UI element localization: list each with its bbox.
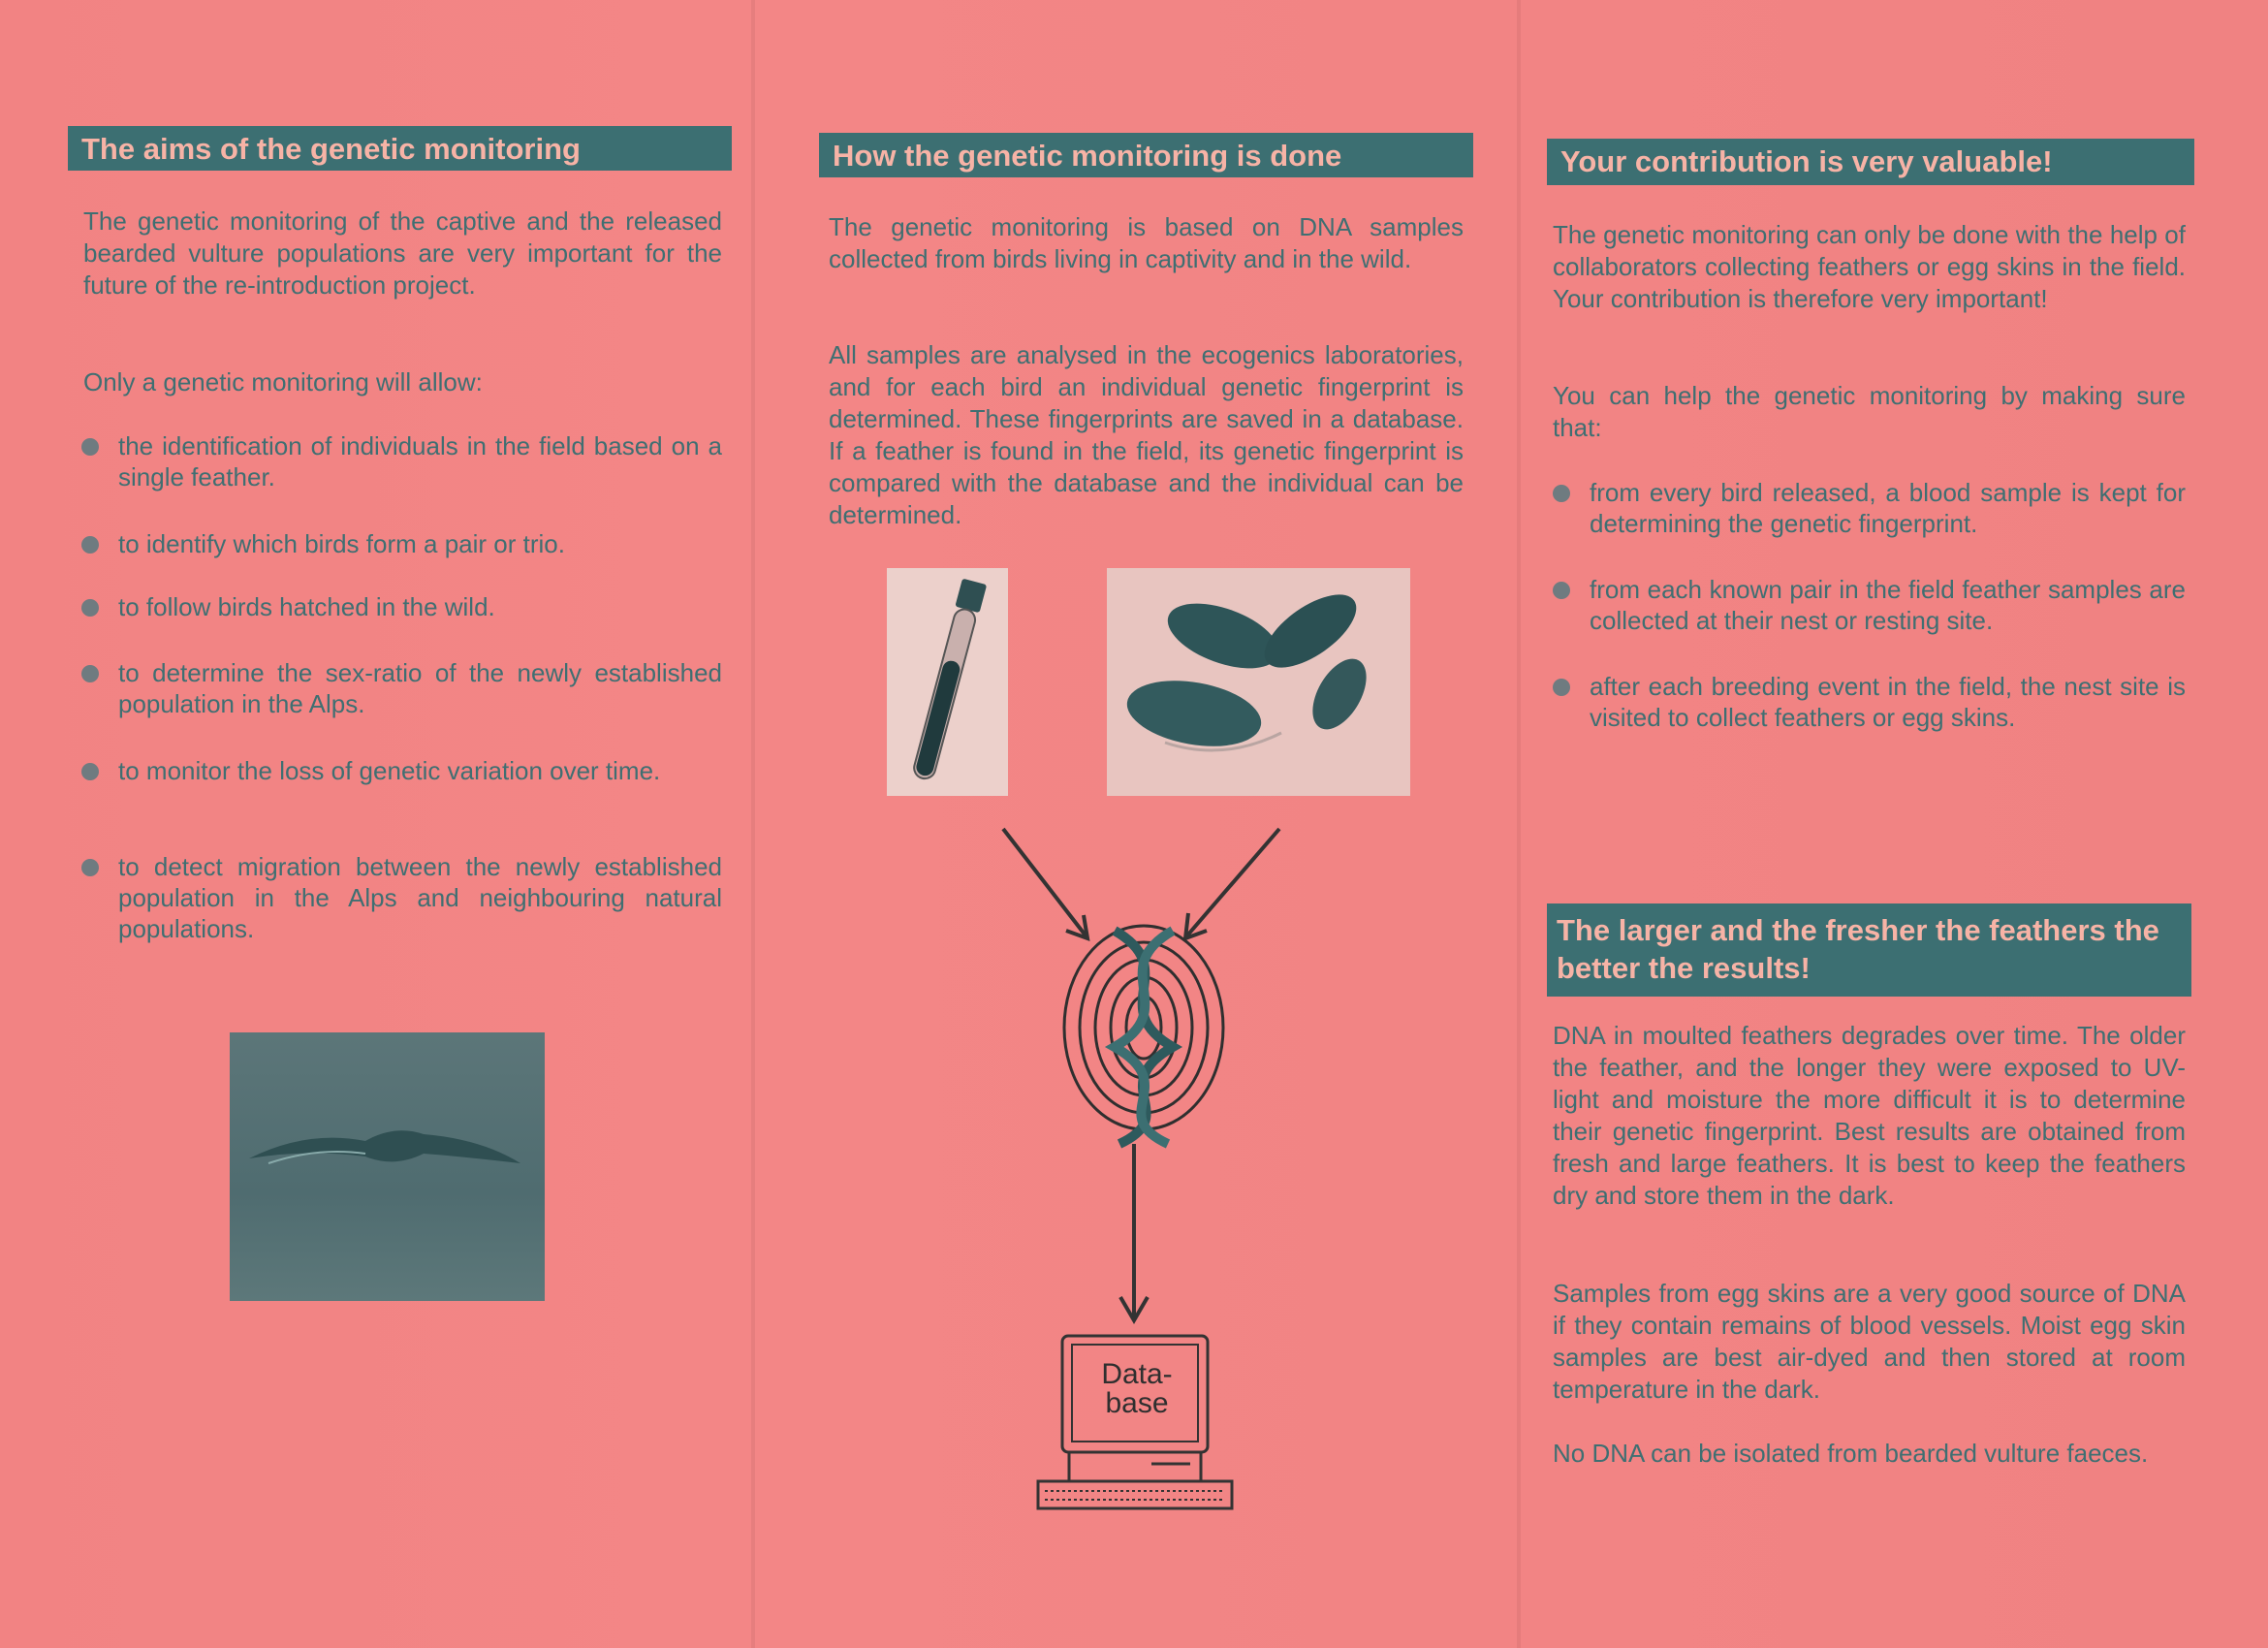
bullet-icon [81,763,99,780]
computer-database-icon [1035,1333,1239,1522]
contribution-p2: You can help the genetic monitoring by making sure that: [1553,381,2186,442]
fold-line [1517,0,1521,1648]
bullet-icon [81,536,99,554]
list-item: after each breeding event in the field, the nest site is visited to collect feathers or egg skins. [1553,671,2186,733]
method-p2: All samples are analysed in the ecogenics laboratories, and for each bird an individual genetic fingerprint is determined. These fingerprints are saved in a database. If a feather is found in the field, its genetic fingerprint is compared with the database and the individual can be determined. [829,340,1464,529]
feathers-icon [1107,568,1410,796]
method-p1: The genetic monitoring is based on DNA samples collected from birds living in captivity and in the wild. [829,212,1464,273]
arrow-icon [1185,829,1279,938]
aims-lead: Only a genetic monitoring will allow: [83,367,483,396]
contribution-p1: The genetic monitoring can only be done with the help of collaborators collecting feathers or egg skins in the field. Your contribution is therefore very important! [1553,220,2186,313]
bullet-icon [81,665,99,682]
list-item: the identification of individuals in the field based on a single feather. [81,430,722,492]
list-item: to identify which birds form a pair or trio. [81,528,722,559]
fold-line [751,0,755,1648]
bullet-icon [1553,679,1570,696]
bullet-icon [1553,582,1570,599]
database-label: Data- base [1101,1358,1173,1419]
feathers-photo [1107,568,1410,796]
list-item: to determine the sex-ratio of the newly established population in the Alps. [81,657,722,719]
vulture-icon [230,1032,545,1301]
heading-method: How the genetic monitoring is done [819,133,1473,177]
heading-contribution: Your contribution is very valuable! [1547,139,2194,185]
bullet-icon [1553,485,1570,502]
arrow-icon [1003,829,1087,938]
blood-tube-photo [887,568,1008,796]
feathers-p1: DNA in moulted feathers degrades over time. The older the feather, and the longer they were exposed to UV-light and moisture the more difficult it is to determine their genetic fingerprint. Best results are obtained from fresh and large feathers. It is best to keep the feathers dry and store them in the dark. [1553,1021,2186,1210]
feathers-p2: Samples from egg skins are a very good source of DNA if they contain remains of blood vessels. Moist egg skin samples are best air-dyed and then stored at room temperature in the dark. [1553,1279,2186,1404]
arrow-icon [1120,1144,1148,1320]
feathers-p3: No DNA can be isolated from bearded vulture faeces. [1553,1439,2149,1468]
list-item: to detect migration between the newly established population in the Alps and neighbouring natural populations. [81,851,722,944]
workflow-diagram [998,824,1308,1338]
fingerprint-dna-icon [1064,926,1223,1144]
blood-tube-icon [887,568,1008,796]
bullet-icon [81,438,99,456]
heading-feathers: The larger and the fresher the feathers the better the results! [1547,903,2191,997]
bullet-icon [81,859,99,876]
list-item: from each known pair in the field feather samples are collected at their nest or resting site. [1553,574,2186,636]
vulture-photo [230,1032,545,1301]
aims-intro: The genetic monitoring of the captive and the released bearded vulture populations are very important for the future of the re-introduction project. [83,206,722,300]
list-item: to follow birds hatched in the wild. [81,591,722,622]
list-item: to monitor the loss of genetic variation over time. [81,755,722,786]
bullet-icon [81,599,99,617]
heading-aims: The aims of the genetic monitoring [68,126,732,171]
list-item: from every bird released, a blood sample is kept for determining the genetic fingerprint. [1553,477,2186,539]
